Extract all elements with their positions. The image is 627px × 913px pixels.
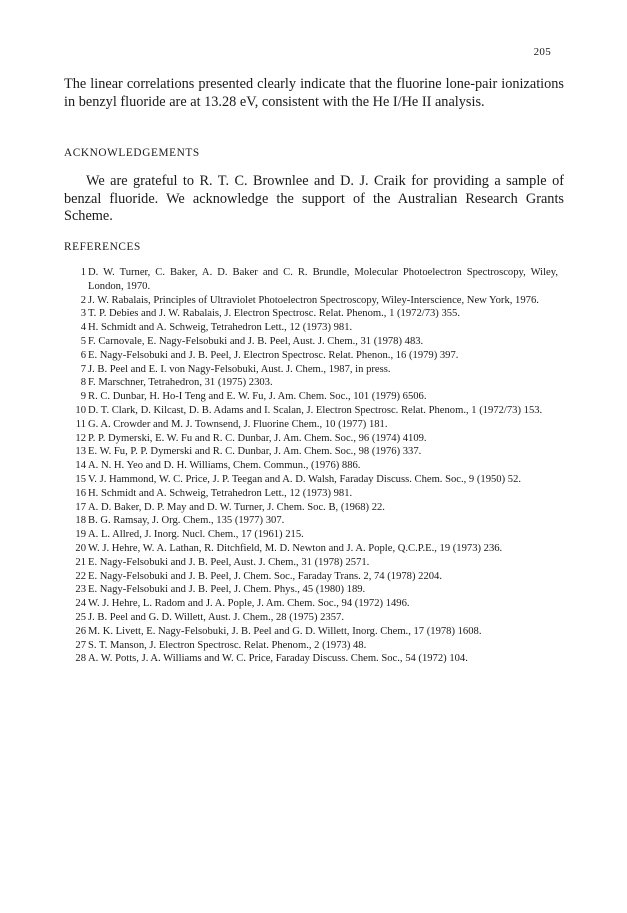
reference-text: B. G. Ramsay, J. Org. Chem., 135 (1977) 307. — [88, 515, 285, 527]
reference-text: J. B. Peel and E. I. von Nagy-Felsobuki, Aust. J. Chem., 1987, in press. — [88, 363, 391, 375]
reference-number: 15 — [75, 473, 86, 485]
reference-text: P. P. Dymerski, E. W. Fu and R. C. Dunbar, J. Am. Chem. Soc., 96 (1974) 4109. — [88, 432, 427, 444]
reference-text: E. Nagy-Felsobuki and J. B. Peel, Aust. J. Chem., 31 (1978) 2571. — [88, 556, 370, 568]
reference-number: 7 — [80, 363, 86, 375]
reference-text: A. D. Baker, D. P. May and D. W. Turner, J. Chem. Soc. B, (1968) 22. — [88, 501, 385, 513]
reference-text: A. L. Allred, J. Inorg. Nucl. Chem., 17 (1961) 215. — [88, 529, 304, 541]
reference-text: S. T. Manson, J. Electron Spectrosc. Relat. Phenom., 2 (1973) 48. — [88, 639, 367, 651]
reference-item — [66, 501, 558, 515]
reference-item — [66, 528, 558, 542]
reference-item — [66, 570, 558, 584]
reference-text: E. Nagy-Felsobuki and J. B. Peel, J. Chem. Phys., 45 (1980) 189. — [88, 584, 366, 596]
reference-number: 2 — [80, 294, 86, 306]
reference-number: 12 — [75, 432, 86, 444]
reference-number: 10 — [75, 404, 86, 416]
reference-item — [66, 639, 558, 653]
reference-number: 25 — [75, 611, 86, 623]
reference-number: 6 — [80, 349, 86, 361]
reference-item — [66, 307, 558, 321]
reference-item — [66, 349, 558, 363]
reference-number: 21 — [75, 556, 86, 568]
reference-item — [66, 597, 558, 611]
reference-item — [66, 404, 558, 418]
reference-item — [66, 418, 558, 432]
reference-text: D. T. Clark, D. Kilcast, D. B. Adams and I. Scalan, J. Electron Spectrosc. Relat. Phenom., 1 (1972/73) 153. — [88, 404, 543, 416]
reference-item — [66, 583, 558, 597]
reference-text: J. W. Rabalais, Principles of Ultraviolet Photoelectron Spectroscopy, Wiley-Interscience, New York, 1976. — [88, 294, 539, 306]
reference-item — [66, 335, 558, 349]
reference-text: R. C. Dunbar, H. Ho-I Teng and E. W. Fu, J. Am. Chem. Soc., 101 (1979) 6506. — [88, 391, 427, 403]
reference-number: 18 — [75, 515, 86, 527]
reference-item — [66, 321, 558, 335]
page-number: 205 — [533, 46, 551, 58]
reference-item — [66, 445, 558, 459]
reference-number: 16 — [75, 487, 86, 499]
reference-number: 4 — [80, 322, 86, 334]
reference-item — [66, 625, 558, 639]
reference-text: A. W. Potts, J. A. Williams and W. C. Price, Faraday Discuss. Chem. Soc., 54 (1972) 104. — [88, 653, 468, 665]
reference-text: W. J. Hehre, W. A. Lathan, R. Ditchfield, M. D. Newton and J. A. Pople, Q.C.P.E., 19 (1973) 236. — [88, 542, 503, 554]
reference-item — [66, 294, 558, 308]
reference-text: E. Nagy-Felsobuki and J. B. Peel, J. Electron Spectrosc. Relat. Phenon., 16 (1979) 397. — [88, 349, 459, 361]
references-heading: REFERENCES — [64, 241, 141, 253]
reference-number: 22 — [75, 570, 86, 582]
reference-item — [66, 514, 558, 528]
reference-number: 28 — [75, 653, 86, 665]
references-list — [66, 266, 558, 666]
reference-item — [66, 363, 558, 377]
reference-text: F. Marschner, Tetrahedron, 31 (1975) 2303. — [88, 377, 273, 389]
reference-text: A. N. H. Yeo and D. H. Williams, Chem. Commun., (1976) 886. — [88, 460, 361, 472]
reference-number: 5 — [80, 335, 86, 347]
reference-text: F. Carnovale, E. Nagy-Felsobuki and J. B. Peel, Aust. J. Chem., 31 (1978) 483. — [88, 335, 424, 347]
reference-number: 11 — [75, 418, 86, 430]
reference-item — [66, 542, 558, 556]
reference-number: 14 — [75, 460, 86, 472]
reference-number: 1 — [80, 267, 86, 278]
reference-text: D. W. Turner, C. Baker, A. D. Baker and C. R. Brundle, Molecular Photoelectron Spectroscopy, Wiley, London, 1970. — [88, 267, 558, 292]
reference-text: E. Nagy-Felsobuki and J. B. Peel, J. Chem. Soc., Faraday Trans. 2, 74 (1978) 2204. — [88, 570, 442, 582]
reference-text: M. K. Livett, E. Nagy-Felsobuki, J. B. Peel and G. D. Willett, Inorg. Chem., 17 (1978) 1608. — [88, 625, 482, 637]
reference-number: 23 — [75, 584, 86, 596]
reference-number: 17 — [75, 501, 86, 513]
reference-item — [66, 611, 558, 625]
acknowledgements-heading: ACKNOWLEDGEMENTS — [64, 147, 200, 159]
reference-text: T. P. Debies and J. W. Rabalais, J. Electron Spectrosc. Relat. Phenom., 1 (1972/73) 355. — [88, 308, 461, 320]
reference-item — [66, 459, 558, 473]
reference-number: 24 — [75, 598, 86, 610]
acknowledgements-paragraph: We are grateful to R. T. C. Brownlee and D. J. Craik for providing a sample of benzal fluoride. We acknowledge the support of the Australian Research Grants Scheme. — [64, 173, 564, 225]
reference-text: V. J. Hammond, W. C. Price, J. P. Teegan and A. D. Walsh, Faraday Discuss. Chem. Soc., 9 (1950) 52. — [88, 473, 522, 485]
reference-number: 20 — [75, 542, 86, 554]
reference-number: 26 — [75, 625, 86, 637]
reference-item — [66, 652, 558, 666]
reference-item — [66, 556, 558, 570]
reference-text: H. Schmidt and A. Schweig, Tetrahedron Lett., 12 (1973) 981. — [88, 322, 353, 334]
reference-number: 27 — [75, 639, 86, 651]
reference-text: E. W. Fu, P. P. Dymerski and R. C. Dunbar, J. Am. Chem. Soc., 98 (1976) 337. — [88, 446, 422, 458]
reference-text: W. J. Hehre, L. Radom and J. A. Pople, J. Am. Chem. Soc., 94 (1972) 1496. — [88, 598, 410, 610]
reference-item — [66, 376, 558, 390]
reference-item — [66, 473, 558, 487]
reference-number: 9 — [80, 391, 86, 403]
reference-number: 13 — [75, 446, 86, 458]
reference-item — [66, 390, 558, 404]
reference-item — [66, 487, 558, 501]
reference-text: G. A. Crowder and M. J. Townsend, J. Fluorine Chem., 10 (1977) 181. — [88, 418, 388, 430]
reference-text: H. Schmidt and A. Schweig, Tetrahedron Lett., 12 (1973) 981. — [88, 487, 353, 499]
reference-number: 8 — [80, 377, 86, 389]
intro-paragraph: The linear correlations presented clearly indicate that the fluorine lone-pair ionizations in benzyl fluoride are at 13.28 eV, consistent with the He I/He II analysis. — [64, 76, 564, 110]
reference-number: 3 — [80, 308, 86, 320]
reference-text: J. B. Peel and G. D. Willett, Aust. J. Chem., 28 (1975) 2357. — [88, 611, 344, 623]
reference-number: 19 — [75, 529, 86, 541]
reference-item — [66, 432, 558, 446]
reference-item — [66, 266, 558, 294]
